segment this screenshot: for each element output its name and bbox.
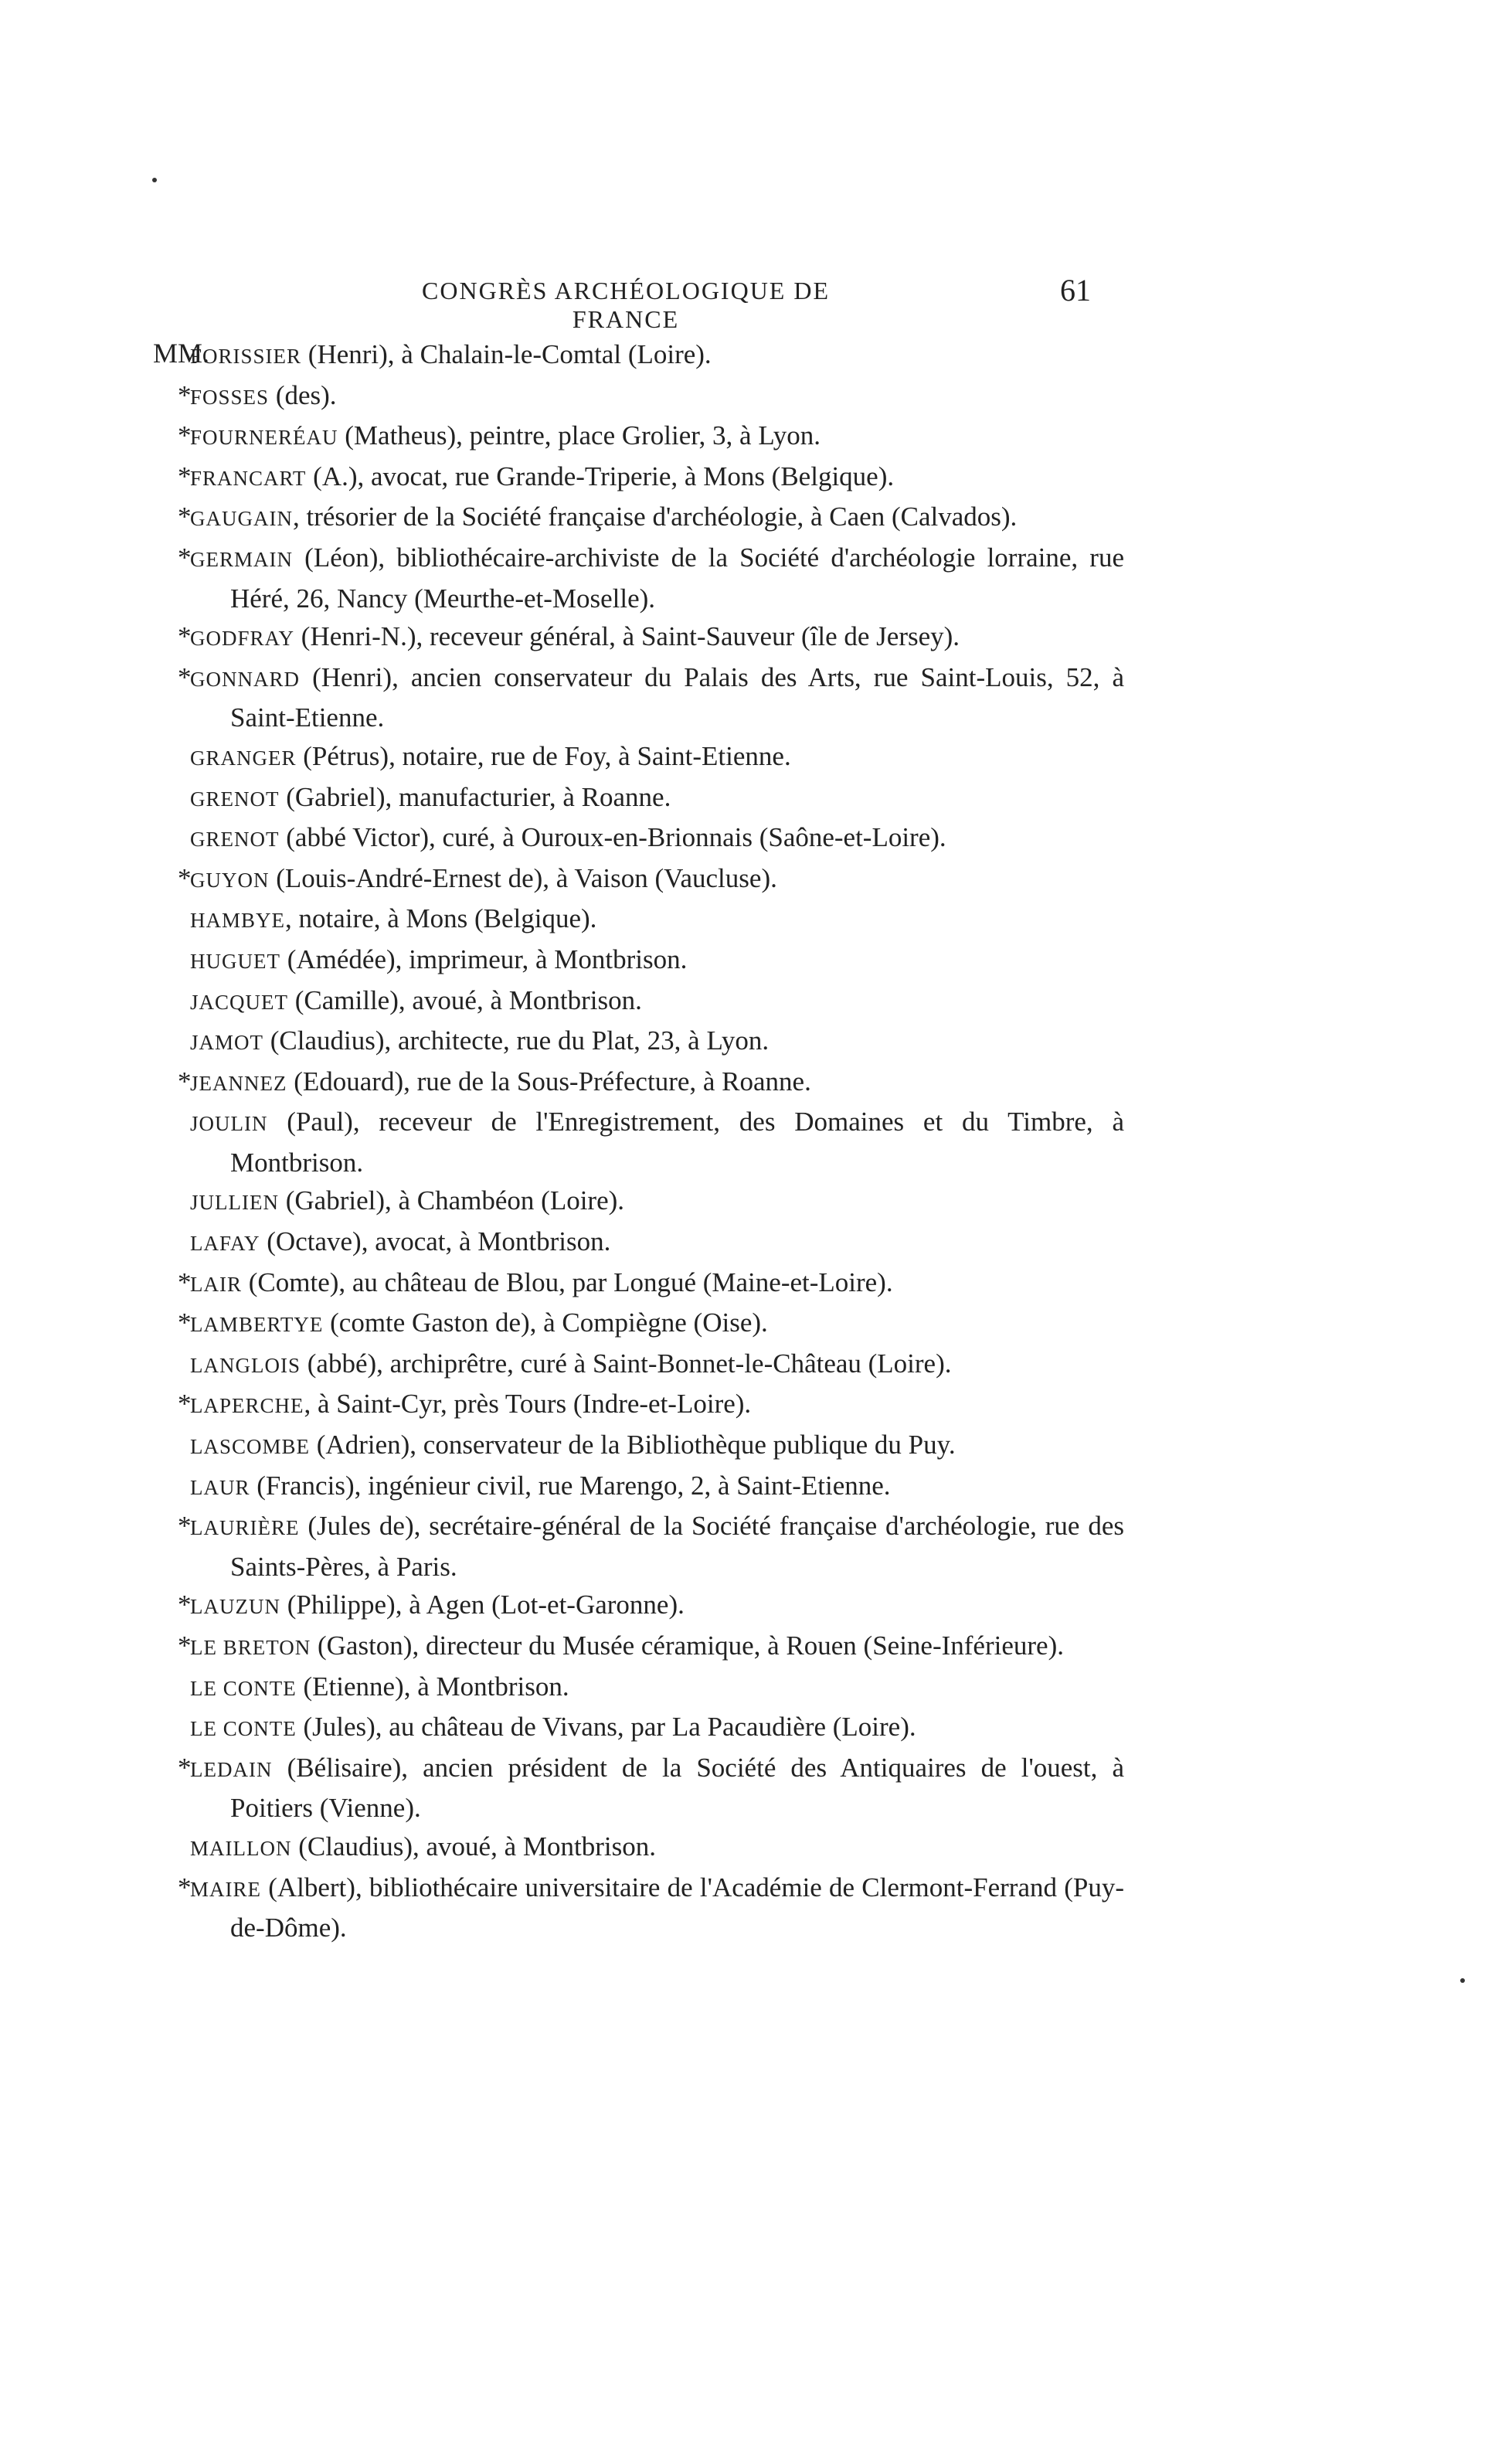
member-entry xyxy=(178,417,1124,457)
member-entry xyxy=(178,981,1124,1022)
member-details: , notaire, à Mons (Belgique). xyxy=(285,903,597,934)
member-list xyxy=(178,335,1124,1947)
member-entry xyxy=(178,1426,1124,1467)
member-entry xyxy=(178,1708,1124,1749)
founding-member-mark: * xyxy=(178,1267,192,1297)
member-entry xyxy=(178,498,1124,539)
member-details: (Jules), au château de Vivans, par La Pacaudière (Loire). xyxy=(296,1712,916,1743)
member-surname: LAFAY xyxy=(190,1232,260,1256)
founding-member-mark: * xyxy=(178,1511,192,1542)
founding-member-mark: * xyxy=(178,621,192,652)
member-entry xyxy=(178,1385,1124,1426)
member-entry xyxy=(178,859,1124,900)
member-entry xyxy=(178,1263,1124,1304)
member-details: (Henri), ancien conservateur du Palais des Arts, rue Saint-Louis, 52, à Saint-Etienne. xyxy=(230,661,1124,733)
running-head: CONGRÈS ARCHÉOLOGIQUE DE FRANCE xyxy=(422,277,830,333)
member-entry xyxy=(178,899,1124,940)
member-surname: GONNARD xyxy=(190,667,300,691)
member-details: (Gabriel), manufacturier, à Roanne. xyxy=(279,781,671,812)
member-details: (Octave), avocat, à Montbrison. xyxy=(260,1226,611,1257)
member-entry xyxy=(178,539,1124,617)
member-entry xyxy=(178,1627,1124,1668)
member-entry xyxy=(178,1749,1124,1828)
member-entry xyxy=(178,1222,1124,1263)
member-details: (comte Gaston de), à Compiègne (Oise). xyxy=(323,1307,768,1338)
member-details: (Matheus), peintre, place Grolier, 3, à Lyon. xyxy=(338,420,821,451)
founding-member-mark: * xyxy=(178,461,192,491)
member-details: (A.), avocat, rue Grande-Triperie, à Mons (Belgique). xyxy=(306,461,895,491)
member-details: (Jules de), secrétaire-général de la Société française d'archéologie, rue des Saints-Pères, à Paris. xyxy=(230,1511,1124,1582)
member-details: (Edouard), rue de la Sous-Préfecture, à Roanne. xyxy=(287,1066,811,1097)
founding-member-mark: * xyxy=(178,862,192,893)
member-entry xyxy=(178,818,1124,859)
member-surname: JOULIN xyxy=(190,1112,268,1136)
list-prefix: MM. xyxy=(153,338,210,369)
member-entry xyxy=(178,737,1124,778)
member-surname: LE BRETON xyxy=(190,1636,311,1659)
member-surname: LAUR xyxy=(190,1475,250,1499)
member-entry xyxy=(178,376,1124,417)
member-surname: LASCOMBE xyxy=(190,1435,311,1459)
member-entry xyxy=(178,1345,1124,1386)
member-details: (abbé), archiprêtre, curé à Saint-Bonnet-le-Château (Loire). xyxy=(301,1348,952,1379)
member-surname: GRANGER xyxy=(190,746,297,770)
founding-member-mark: * xyxy=(178,1630,192,1661)
member-surname: GRENOT xyxy=(190,787,280,811)
member-entry xyxy=(178,1063,1124,1103)
member-details: (Etienne), à Montbrison. xyxy=(296,1671,569,1702)
member-surname: LANGLOIS xyxy=(190,1353,301,1377)
member-details: (Claudius), architecte, rue du Plat, 23, à Lyon. xyxy=(263,1025,770,1056)
founding-member-mark: * xyxy=(178,1590,192,1620)
member-entry xyxy=(178,778,1124,819)
member-surname: FORISSIER xyxy=(190,345,302,368)
member-entry xyxy=(178,1668,1124,1709)
member-surname: LAPERCHE xyxy=(190,1394,304,1418)
page-number: 61 xyxy=(1060,273,1091,308)
page-speck xyxy=(152,178,157,182)
member-details: (Henri), à Chalain-le-Comtal (Loire). xyxy=(301,339,712,369)
member-details: (Comte), au château de Blou, par Longué (Maine-et-Loire). xyxy=(242,1267,893,1297)
member-details: (Paul), receveur de l'Enregistrement, des Domaines et du Timbre, à Montbrison. xyxy=(230,1107,1124,1178)
member-entry xyxy=(178,1467,1124,1508)
member-details: (Henri-N.), receveur général, à Saint-Sauveur (île de Jersey). xyxy=(294,621,960,652)
member-entry xyxy=(178,1828,1124,1868)
member-surname: GAUGAIN xyxy=(190,507,293,531)
member-entry xyxy=(178,658,1124,737)
member-details: (abbé Victor), curé, à Ouroux-en-Brionnais (Saône-et-Loire). xyxy=(279,822,946,853)
member-surname: GUYON xyxy=(190,868,270,892)
founding-member-mark: * xyxy=(178,379,192,410)
member-surname: FOSSES xyxy=(190,385,270,409)
founding-member-mark: * xyxy=(178,1872,192,1902)
member-entry xyxy=(178,1022,1124,1063)
member-entry xyxy=(178,1103,1124,1182)
member-entry xyxy=(178,1507,1124,1586)
member-entry xyxy=(178,457,1124,498)
founding-member-mark: * xyxy=(178,1389,192,1420)
member-details: (Pétrus), notaire, rue de Foy, à Saint-Etienne. xyxy=(296,740,791,771)
member-details: (Adrien), conservateur de la Bibliothèque publique du Puy. xyxy=(310,1430,956,1460)
founding-member-mark: * xyxy=(178,502,192,532)
member-entry xyxy=(178,940,1124,981)
member-details: (Louis-André-Ernest de), à Vaison (Vaucluse). xyxy=(269,862,777,893)
member-details: , trésorier de la Société française d'archéologie, à Caen (Calvados). xyxy=(292,502,1018,532)
member-entry xyxy=(178,1586,1124,1627)
member-surname: JULLIEN xyxy=(190,1191,279,1215)
member-surname: GODFRAY xyxy=(190,627,295,651)
founding-member-mark: * xyxy=(178,1066,192,1097)
member-surname: LAMBERTYE xyxy=(190,1313,324,1337)
member-details: (Claudius), avoué, à Montbrison. xyxy=(291,1831,656,1862)
member-entry xyxy=(178,1304,1124,1345)
member-surname: GERMAIN xyxy=(190,547,293,571)
member-surname: JAMOT xyxy=(190,1031,264,1055)
founding-member-mark: * xyxy=(178,1307,192,1338)
founding-member-mark: * xyxy=(178,661,192,692)
member-details: (Philippe), à Agen (Lot-et-Garonne). xyxy=(280,1590,685,1620)
member-surname: LAUZUN xyxy=(190,1595,280,1619)
member-details: (Gabriel), à Chambéon (Loire). xyxy=(278,1185,625,1216)
member-details: (Léon), bibliothécaire-archiviste de la Société d'archéologie lorraine, rue Héré, 26, Nancy (Meurthe-et-Moselle). xyxy=(230,542,1124,614)
member-entry xyxy=(178,617,1124,658)
page-speck xyxy=(1460,1978,1465,1983)
member-entry xyxy=(178,1182,1124,1222)
founding-member-mark: * xyxy=(178,1752,192,1783)
member-details: (des). xyxy=(269,379,337,410)
member-surname: FOURNERÉAU xyxy=(190,426,338,450)
member-surname: JACQUET xyxy=(190,990,288,1014)
member-details: (Amédée), imprimeur, à Montbrison. xyxy=(280,944,688,974)
member-surname: HUGUET xyxy=(190,949,280,973)
member-surname: LAURIÈRE xyxy=(190,1516,300,1540)
founding-member-mark: * xyxy=(178,542,192,573)
member-surname: GRENOT xyxy=(190,828,280,852)
member-details: (Camille), avoué, à Montbrison. xyxy=(288,984,642,1015)
member-details: (Albert), bibliothécaire universitaire de l'Académie de Clermont-Ferrand (Puy-de-Dôme). xyxy=(230,1872,1124,1943)
member-surname: LE CONTE xyxy=(190,1717,297,1741)
member-surname: MAIRE xyxy=(190,1877,261,1901)
founding-member-mark: * xyxy=(178,420,192,451)
member-surname: MAILLON xyxy=(190,1836,292,1860)
member-surname: LAIR xyxy=(190,1272,242,1296)
member-surname: HAMBYE xyxy=(190,909,286,933)
member-details: (Francis), ingénieur civil, rue Marengo, 2, à Saint-Etienne. xyxy=(250,1470,891,1501)
member-details: (Bélisaire), ancien président de la Société des Antiquaires de l'ouest, à Poitiers (Vienne). xyxy=(230,1752,1124,1824)
member-surname: JEANNEZ xyxy=(190,1071,287,1095)
member-surname: LEDAIN xyxy=(190,1757,273,1781)
member-surname: FRANCART xyxy=(190,466,307,490)
member-entry xyxy=(178,1868,1124,1947)
member-surname: LE CONTE xyxy=(190,1676,297,1700)
member-details: , à Saint-Cyr, près Tours (Indre-et-Loire). xyxy=(304,1389,752,1420)
member-details: (Gaston), directeur du Musée céramique, à Rouen (Seine-Inférieure). xyxy=(311,1630,1064,1661)
member-entry xyxy=(178,335,1124,376)
